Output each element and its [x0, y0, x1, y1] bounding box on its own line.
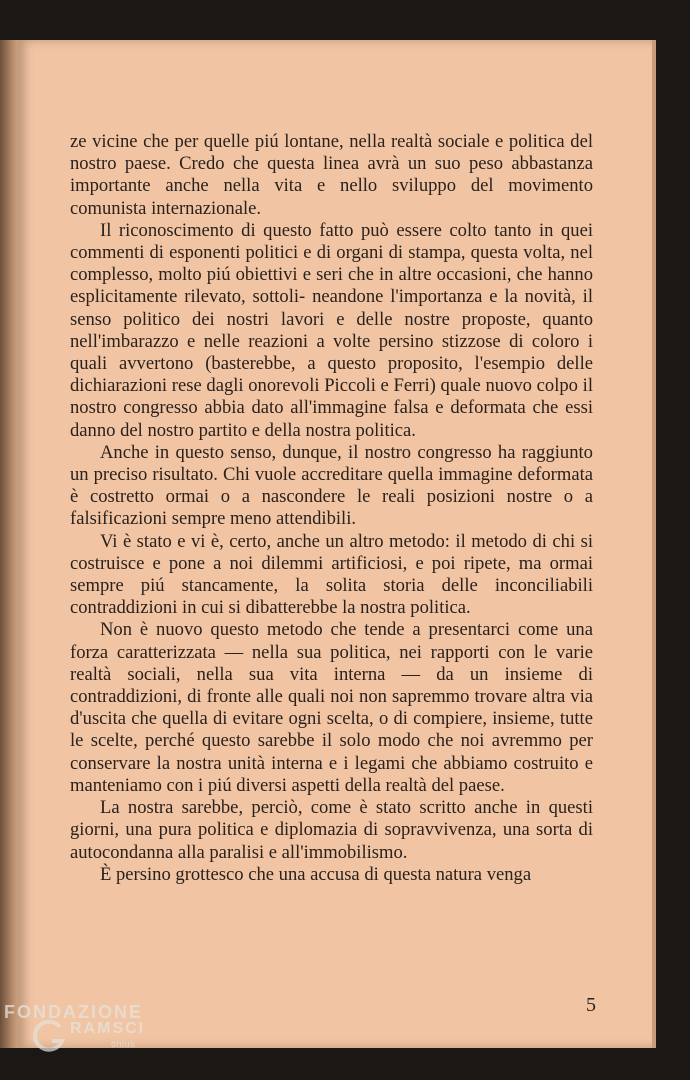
text-line: questa volta, nel complesso, molto piú obiettivi e seri che — [70, 242, 593, 286]
text-line: in altre occasioni, che hanno esplicitamente rilevato, sottoli- — [70, 264, 594, 308]
text-line: inconciliabili contraddizioni in cui si dibatterebbe la nostra — [70, 575, 593, 619]
text-line: (basterebbe, a questo proposito, l'esempio delle dichiarazioni — [70, 353, 593, 397]
text-line: politica del nostro paese. Credo che questa linea avrà un suo — [70, 131, 593, 175]
text-line: insieme, tutte le scelte, perché questo sarebbe il solo modo — [70, 708, 593, 752]
page-number: 5 — [586, 994, 596, 1016]
text-line: ripete, ma ormai sempre piú stancamente, la solita storia delle — [70, 552, 593, 597]
watermark-line3: onlus — [111, 1039, 136, 1049]
text-line: del movimento comunista internazionale. — [70, 175, 593, 219]
paragraph — [70, 220, 593, 442]
text-line: Il riconoscimento di questo fatto può essere colto tanto — [100, 219, 532, 241]
text-line: in quei commenti di esponenti politici e di organi di stampa, — [70, 219, 593, 264]
body-text — [70, 131, 593, 886]
text-line: aspetti della realtà del paese. — [291, 774, 505, 796]
text-line: altra via d'uscita che quella di evitare ogni scelta, o di compiere, — [70, 686, 593, 730]
text-line: legami che abbiamo costruito e manteniamo con i piú diversi — [70, 752, 593, 796]
text-line: una sorta di autocondanna alla paralisi e all'immobilismo. — [70, 819, 594, 863]
fondazione-gramsci-watermark — [4, 1002, 146, 1055]
text-line: È persino grottesco che una accusa di questa natura venga — [100, 863, 532, 885]
paragraph — [70, 864, 593, 886]
watermark-line1: FONDAZIONE — [4, 1002, 143, 1022]
text-line: le varie realtà sociali, nella sua vita interna — da un insieme — [70, 641, 593, 685]
text-line: peso abbastanza importante anche nella vita e nello sviluppo — [70, 153, 593, 197]
paragraph — [70, 797, 593, 864]
text-line: Anche in questo senso, dunque, il nostro congresso ha — [100, 441, 516, 463]
text-line: danno del nostro partito e della nostra politica. — [70, 419, 416, 441]
paragraph — [70, 619, 593, 797]
text-line: Vi è stato e vi è, certo, anche un altro metodo: il metodo — [100, 530, 527, 552]
text-line: di chi si costruisce e pone a noi dilemmi artificiosi, e poi — [70, 530, 593, 574]
watermark-line2: RAMSCI — [70, 1020, 146, 1037]
text-line: raggiunto un preciso risultato. Chi vuole accreditare quella — [70, 441, 593, 486]
paragraph — [70, 131, 593, 220]
g-swirl-logo-icon — [30, 1017, 68, 1055]
text-line: una forza caratterizzata — nella sua politica, nei rapporti con — [70, 619, 593, 663]
text-line: neandone l'importanza e la novità, il senso politico dei nostri — [70, 286, 593, 330]
text-line: questi giorni, una pura politica e diplomazia di sopravvivenza, — [70, 797, 593, 841]
text-line: ze vicine che per quelle piú lontane, nella realtà sociale e — [70, 131, 504, 152]
book-page — [18, 40, 656, 1048]
text-line: congresso abbia dato all'immagine falsa e deformata che essi — [123, 397, 593, 419]
paragraph — [70, 531, 593, 620]
text-line: rese dagli onorevoli Piccoli e Ferri) quale nuovo colpo il nostro — [70, 375, 593, 419]
text-line: La nostra sarebbe, perciò, come è stato scritto anche in — [100, 797, 541, 819]
text-line: reazioni a volte persino stizzose di coloro i quali avvertono — [70, 330, 593, 375]
text-line: Non è nuovo questo metodo che tende a presentarci come — [100, 619, 559, 641]
paragraph — [70, 442, 593, 531]
text-line: politica. — [410, 597, 471, 619]
text-line: immagine deformata è costretto ormai o a nascondere le reali — [70, 464, 593, 508]
text-line: posizioni nostre o a falsificazioni sempre meno attendibili. — [70, 486, 594, 530]
text-line: che noi avremmo per conservare la nostra unità interna e i — [70, 730, 593, 774]
text-line: lavori e delle nostre proposte, quanto nell'imbarazzo e nelle — [70, 308, 594, 352]
text-line: di contraddizioni, di fronte alle quali noi non sapremmo trovare — [70, 663, 593, 708]
